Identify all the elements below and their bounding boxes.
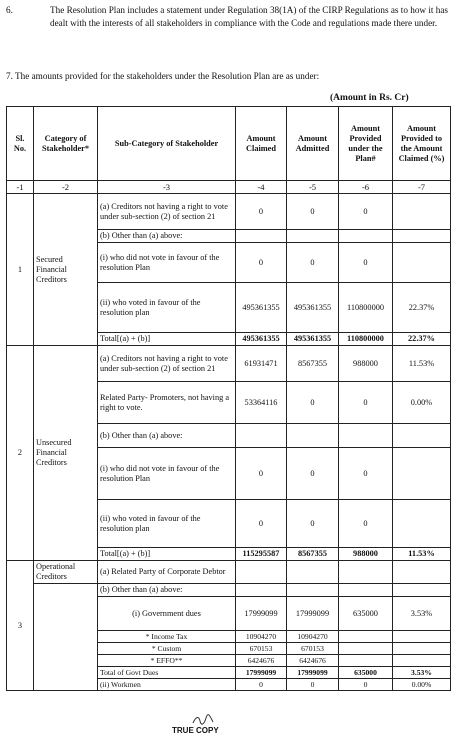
total-label: Total[(a) + (b)] <box>98 548 236 561</box>
percent-cell <box>393 448 451 500</box>
total-claimed: 115295587 <box>236 548 287 561</box>
percent-cell <box>393 243 451 283</box>
total-claimed: 495361355 <box>236 333 287 346</box>
total-percent: 22.37% <box>393 333 451 346</box>
header-amount-provided: Amount Provided under the Plan# <box>339 107 393 181</box>
table-row <box>7 584 451 597</box>
total-label: Total of Govt Dues <box>98 667 236 679</box>
index-cell: -6 <box>339 181 393 194</box>
amount-provided-cell: 0 <box>339 194 393 230</box>
table-row <box>7 194 451 230</box>
amount-claimed-cell: 0 <box>236 243 287 283</box>
amount-admitted-cell: 0 <box>287 382 339 424</box>
amount-claimed-cell: 670153 <box>236 643 287 655</box>
sub-category-cell: (b) Other than (a) above: <box>98 230 236 243</box>
amount-provided-cell: 0 <box>339 382 393 424</box>
amount-claimed-cell: 61931471 <box>236 346 287 382</box>
amount-admitted-cell: 495361355 <box>287 283 339 333</box>
index-cell: -2 <box>34 181 98 194</box>
percent-cell: 0.00% <box>393 382 451 424</box>
sub-category-cell: (a) Creditors not having a right to vote under sub-section (2) of section 21 <box>98 194 236 230</box>
total-admitted: 495361355 <box>287 333 339 346</box>
sub-category-cell: (i) who did not vote in favour of the resolution Plan <box>98 448 236 500</box>
percent-cell <box>393 500 451 548</box>
total-admitted: 17999099 <box>287 667 339 679</box>
index-cell: -5 <box>287 181 339 194</box>
percent-cell: 3.53% <box>393 597 451 631</box>
group-1-category: Secured Financial Creditors <box>34 194 98 346</box>
amount-admitted-cell: 0 <box>287 448 339 500</box>
stakeholder-amounts-table <box>6 106 451 691</box>
amount-claimed-cell: 0 <box>236 500 287 548</box>
sub-category-cell: (b) Other than (a) above: <box>98 584 236 597</box>
amount-claimed-cell: 0 <box>236 448 287 500</box>
percent-cell: 0.00% <box>393 679 451 691</box>
amount-admitted-cell: 670153 <box>287 643 339 655</box>
amount-admitted-cell: 17999099 <box>287 597 339 631</box>
index-cell: -3 <box>98 181 236 194</box>
sub-category-cell: * Income Tax <box>98 631 236 643</box>
sub-category-cell: * Custom <box>98 643 236 655</box>
header-category: Category of Stakeholder* <box>34 107 98 181</box>
group-3-sl-no: 3 <box>7 561 34 691</box>
amount-claimed-cell: 53364116 <box>236 382 287 424</box>
header-sub-category: Sub-Category of Stakeholder <box>98 107 236 181</box>
header-amount-claimed: Amount Claimed <box>236 107 287 181</box>
total-percent: 3.53% <box>393 667 451 679</box>
group-2-category: Unsecured Financial Creditors <box>34 346 98 561</box>
sub-category-cell: (i) Government dues <box>98 597 236 631</box>
total-provided: 110800000 <box>339 333 393 346</box>
paragraph-6-text: The Resolution Plan includes a statement under Regulation 38(1A) of the CIRP Regulations as to how it has dealt with the interests of all stakeholders in compliance with the Code and regulations made there under. <box>50 5 448 28</box>
percent-cell <box>393 194 451 230</box>
amount-admitted-cell: 0 <box>287 500 339 548</box>
percent-cell: 11.53% <box>393 346 451 382</box>
total-claimed: 17999099 <box>236 667 287 679</box>
amount-claimed-cell: 10904270 <box>236 631 287 643</box>
amount-admitted-cell: 6424676 <box>287 655 339 667</box>
header-sl-no: Sl. No. <box>7 107 34 181</box>
amount-provided-cell: 635000 <box>339 597 393 631</box>
total-admitted: 8567355 <box>287 548 339 561</box>
sub-category-cell: (ii) who voted in favour of the resolution plan <box>98 500 236 548</box>
signature-mark <box>192 714 214 726</box>
table-index-row <box>7 181 451 194</box>
table-row <box>7 346 451 382</box>
total-provided: 635000 <box>339 667 393 679</box>
paragraph-6-number: 6. <box>6 5 13 15</box>
sub-category-cell: (b) Other than (a) above: <box>98 424 236 448</box>
index-cell: -1 <box>7 181 34 194</box>
amount-claimed-cell: 6424676 <box>236 655 287 667</box>
amount-admitted-cell: 0 <box>287 194 339 230</box>
amount-admitted-cell: 0 <box>287 243 339 283</box>
amount-admitted-cell: 0 <box>287 679 339 691</box>
amount-claimed-cell: 17999099 <box>236 597 287 631</box>
group-2-sl-no: 2 <box>7 346 34 561</box>
group-3-category: Operational Creditors <box>34 561 98 584</box>
index-cell: -4 <box>236 181 287 194</box>
amount-claimed-cell: 0 <box>236 679 287 691</box>
percent-cell: 22.37% <box>393 283 451 333</box>
amount-provided-cell: 0 <box>339 448 393 500</box>
amount-provided-cell: 0 <box>339 243 393 283</box>
amount-provided-cell: 0 <box>339 500 393 548</box>
paragraph-7-text: 7. The amounts provided for the stakeholders under the Resolution Plan are as under: <box>6 71 320 81</box>
header-amount-percent: Amount Provided to the Amount Claimed (%) <box>393 107 451 181</box>
sub-category-cell: (ii) Workmen <box>98 679 236 691</box>
sub-category-cell: (a) Related Party of Corporate Debtor <box>98 561 236 584</box>
total-provided: 988000 <box>339 548 393 561</box>
amount-claimed-cell: 495361355 <box>236 283 287 333</box>
total-percent: 11.53% <box>393 548 451 561</box>
table-header-row <box>7 107 451 181</box>
sub-category-cell: (ii) who voted in favour of the resolution plan <box>98 283 236 333</box>
total-label: Total[(a) + (b)] <box>98 333 236 346</box>
amount-claimed-cell: 0 <box>236 194 287 230</box>
amount-provided-cell: 0 <box>339 679 393 691</box>
group-1-sl-no: 1 <box>7 194 34 346</box>
amount-provided-cell: 110800000 <box>339 283 393 333</box>
amount-admitted-cell: 8567355 <box>287 346 339 382</box>
sub-category-cell: (a) Creditors not having a right to vote under sub-section (2) of section 21 <box>98 346 236 382</box>
amount-unit-note: (Amount in Rs. Cr) <box>330 93 409 103</box>
index-cell: -7 <box>393 181 451 194</box>
amount-admitted-cell: 10904270 <box>287 631 339 643</box>
sub-category-cell: Related Party- Promoters, not having a right to vote. <box>98 382 236 424</box>
true-copy-stamp: TRUE COPY <box>172 726 219 735</box>
header-amount-admitted: Amount Admitted <box>287 107 339 181</box>
amount-provided-cell: 988000 <box>339 346 393 382</box>
sub-category-cell: (i) who did not vote in favour of the resolution Plan <box>98 243 236 283</box>
table-row <box>7 561 451 584</box>
sub-category-cell: * EFFO** <box>98 655 236 667</box>
